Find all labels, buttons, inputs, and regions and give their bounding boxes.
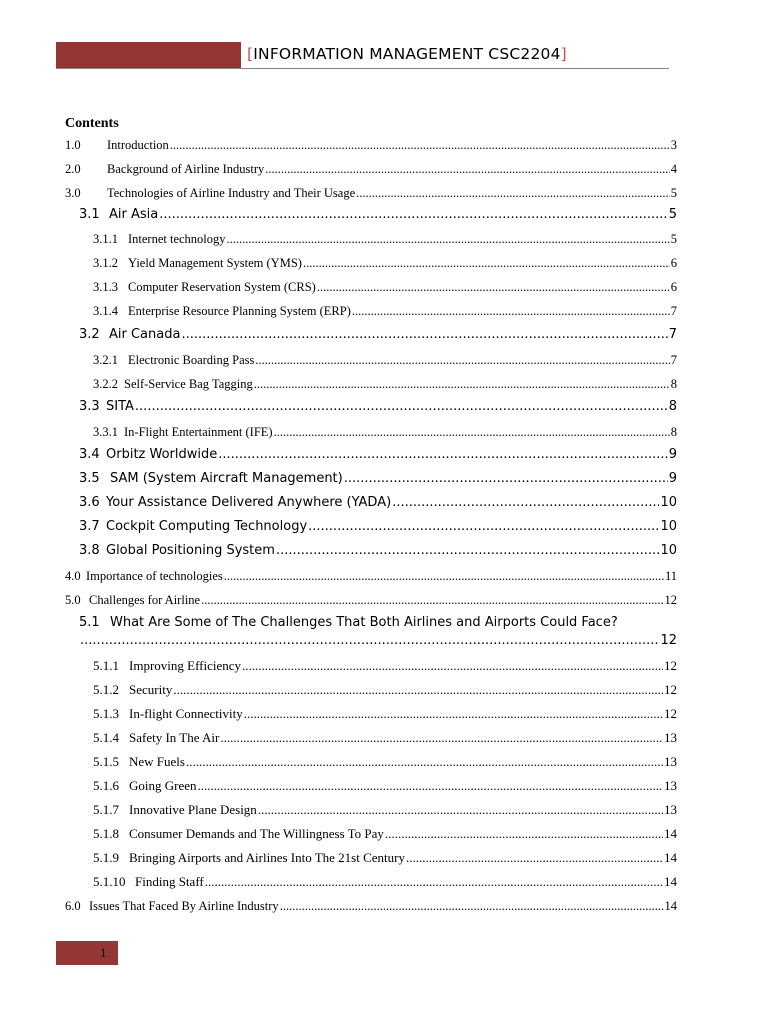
header-bracket-close: ] [560,45,567,63]
toc-number: 3.1.3 [93,280,118,294]
toc-title: SAM (System Aircraft Management) [110,471,343,486]
toc-leader [352,302,670,320]
toc-page: 9 [668,447,677,462]
toc-title: Issues That Faced By Airline Industry [89,899,279,913]
toc-leader [242,657,663,675]
toc-entry[interactable] [79,470,677,488]
toc-title: Computer Reservation System (CRS) [128,280,316,294]
toc-number: 5.1.10 [93,874,126,889]
toc-leader [201,591,663,609]
toc-entry[interactable] [79,206,677,224]
toc-page: 6 [670,280,677,294]
toc-entry[interactable] [93,777,677,795]
toc-page: 7 [670,353,677,367]
toc-page: 12 [664,593,677,607]
toc-leader [220,729,663,747]
toc-page: 13 [664,778,677,793]
toc-entry[interactable] [93,278,677,296]
toc-page: 5 [668,207,677,222]
toc-title: Internet technology [128,232,226,246]
toc-page: 14 [664,899,677,913]
toc-title: Electronic Boarding Pass [128,353,255,367]
toc-leader [244,705,663,723]
toc-entry[interactable] [93,849,677,867]
header-bracket-open: [ [247,45,254,63]
toc-number: 3.1.2 [93,256,118,270]
toc-page: 14 [664,826,677,841]
toc-page: 13 [664,754,677,769]
toc-number: 3.1.4 [93,304,118,318]
toc-leader [181,326,667,344]
toc-page: 13 [664,730,677,745]
toc-title: Enterprise Resource Planning System (ERP) [128,304,351,318]
toc-page: 7 [670,304,677,318]
toc-title: Improving Efficiency [129,658,242,673]
toc-page: 14 [664,850,677,865]
toc-entry[interactable] [93,873,677,891]
toc-title: Self-Service Bag Tagging [124,377,253,391]
toc-title: New Fuels [129,754,185,769]
toc-title: In-Flight Entertainment (IFE) [124,425,273,439]
toc-number: 3.1.1 [93,232,118,246]
toc-leader [392,494,659,512]
toc-leader [173,681,663,699]
toc-entry[interactable] [65,136,677,154]
toc-number: 5.1.1 [93,658,119,673]
toc-number: 4.0 [65,569,81,583]
header-rule [56,68,669,69]
toc-number: 5.1.9 [93,850,119,865]
toc-title: Yield Management System (YMS) [128,256,302,270]
toc-number: 2.0 [65,162,81,176]
toc-title: Air Asia [109,207,159,222]
toc-page: 12 [664,682,677,697]
toc-entry[interactable] [93,657,677,675]
toc-entry[interactable] [93,825,677,843]
toc-number: 3.7 [79,519,100,534]
toc-entry[interactable] [93,681,677,699]
toc-number: 5.1.8 [93,826,119,841]
toc-entry[interactable] [93,423,677,441]
toc-entry[interactable] [79,446,677,464]
toc-number: 5.1.2 [93,682,119,697]
header-accent-bar [56,42,241,69]
toc-entry[interactable] [65,160,677,178]
toc-entry[interactable] [93,753,677,771]
toc-leader [80,632,659,650]
toc-page: 8 [670,425,677,439]
toc-entry[interactable] [79,326,677,344]
toc-page: 4 [670,162,677,176]
toc-entry[interactable] [65,897,677,915]
toc-leader [198,777,663,795]
toc-leader [205,873,663,891]
toc-entry[interactable] [79,494,677,512]
toc-number: 3.6 [79,495,100,510]
toc-number: 1.0 [65,138,81,152]
toc-entry[interactable] [79,398,677,416]
toc-entry[interactable] [65,567,677,585]
toc-title: Technologies of Airline Industry and Their Usage [107,186,356,200]
toc-title: Going Green [129,778,197,793]
toc-page: 12 [664,658,677,673]
toc-page: 10 [660,495,677,510]
toc-entry-long[interactable] [79,614,677,632]
toc-page: 12 [664,706,677,721]
toc-title: Air Canada [109,327,181,342]
page-number: 1 [100,945,107,960]
toc-number: 3.8 [79,543,100,558]
toc-leader [385,825,663,843]
toc-number: 3.1 [79,207,100,222]
toc-leader [317,278,670,296]
toc-entry[interactable] [93,705,677,723]
footer-accent-bar [56,941,118,965]
toc-page: 10 [660,543,677,558]
toc-title: What Are Some of The Challenges That Both Airlines and Airports Could Face? [110,615,618,630]
toc-title: Global Positioning System [106,543,275,558]
toc-leader [135,398,668,416]
toc-title: Importance of technologies [86,569,223,583]
toc-entry[interactable] [93,729,677,747]
toc-leader [280,897,664,915]
toc-number: 3.2.1 [93,353,118,367]
toc-leader [218,446,667,464]
toc-leader [265,160,669,178]
toc-title: SITA [106,399,134,414]
toc-title: Bringing Airports and Airlines Into The 21st Century [129,850,405,865]
toc-entry[interactable] [65,184,677,202]
toc-entry[interactable] [93,302,677,320]
toc-number: 3.3 [79,399,100,414]
toc-page: 9 [668,471,677,486]
toc-number: 5.0 [65,593,81,607]
toc-leader [274,423,670,441]
toc-page: 13 [664,802,677,817]
toc-leader [356,184,670,202]
toc-title: Orbitz Worldwide [106,447,218,462]
toc-entry[interactable] [93,801,677,819]
toc-entry[interactable] [65,591,677,609]
toc-leader [406,849,663,867]
toc-leader [303,254,670,272]
toc-page: 11 [664,569,677,583]
toc-leader [344,470,668,488]
header-title-text: INFORMATION MANAGEMENT CSC2204 [253,45,561,63]
toc-leader [255,351,669,369]
toc-entry[interactable] [79,518,677,536]
toc-title: Finding Staff [135,874,204,889]
toc-leader [186,753,663,771]
toc-title: Consumer Demands and The Willingness To Pay [129,826,384,841]
toc-number: 6.0 [65,899,81,913]
toc-title: Challenges for Airline [89,593,201,607]
toc-page: 5 [670,186,677,200]
toc-number: 5.1.5 [93,754,119,769]
toc-number: 5.1.7 [93,802,119,817]
toc-number: 5.1 [79,615,100,630]
toc-leader [227,230,670,248]
contents-heading: Contents [65,116,119,131]
toc-title: Innovative Plane Design [129,802,257,817]
toc-number: 3.3.1 [93,425,118,439]
toc-page: 12 [660,633,677,648]
toc-entry[interactable] [93,375,677,393]
toc-page: 8 [668,399,677,414]
toc-entry[interactable] [93,351,677,369]
toc-entry-continuation [79,632,677,650]
toc-leader [159,206,667,224]
toc-number: 3.0 [65,186,81,200]
toc-entry[interactable] [79,542,677,560]
toc-number: 5.1.3 [93,706,119,721]
toc-page: 8 [670,377,677,391]
toc-entry[interactable] [93,254,677,272]
toc-title: Introduction [107,138,169,152]
toc-page: 7 [668,327,677,342]
toc-leader [308,518,659,536]
toc-page: 3 [670,138,677,152]
toc-title: Safety In The Air [129,730,220,745]
toc-title: In-flight Connectivity [129,706,243,721]
toc-leader [276,542,660,560]
toc-page: 10 [660,519,677,534]
toc-number: 3.5 [79,471,100,486]
toc-leader [254,375,670,393]
toc-leader [258,801,663,819]
toc-page: 14 [664,874,677,889]
toc-leader [170,136,670,154]
toc-title: Cockpit Computing Technology [106,519,308,534]
toc-number: 3.4 [79,447,100,462]
toc-number: 5.1.4 [93,730,119,745]
toc-number: 3.2 [79,327,100,342]
toc-title: Background of Airline Industry [107,162,265,176]
toc-entry[interactable] [93,230,677,248]
toc-page: 6 [670,256,677,270]
header-title [247,45,567,63]
toc-number: 5.1.6 [93,778,119,793]
toc-number: 3.2.2 [93,377,118,391]
toc-title: Security [129,682,173,697]
toc-page: 5 [670,232,677,246]
toc-leader [224,567,664,585]
toc-title: Your Assistance Delivered Anywhere (YADA) [106,495,392,510]
